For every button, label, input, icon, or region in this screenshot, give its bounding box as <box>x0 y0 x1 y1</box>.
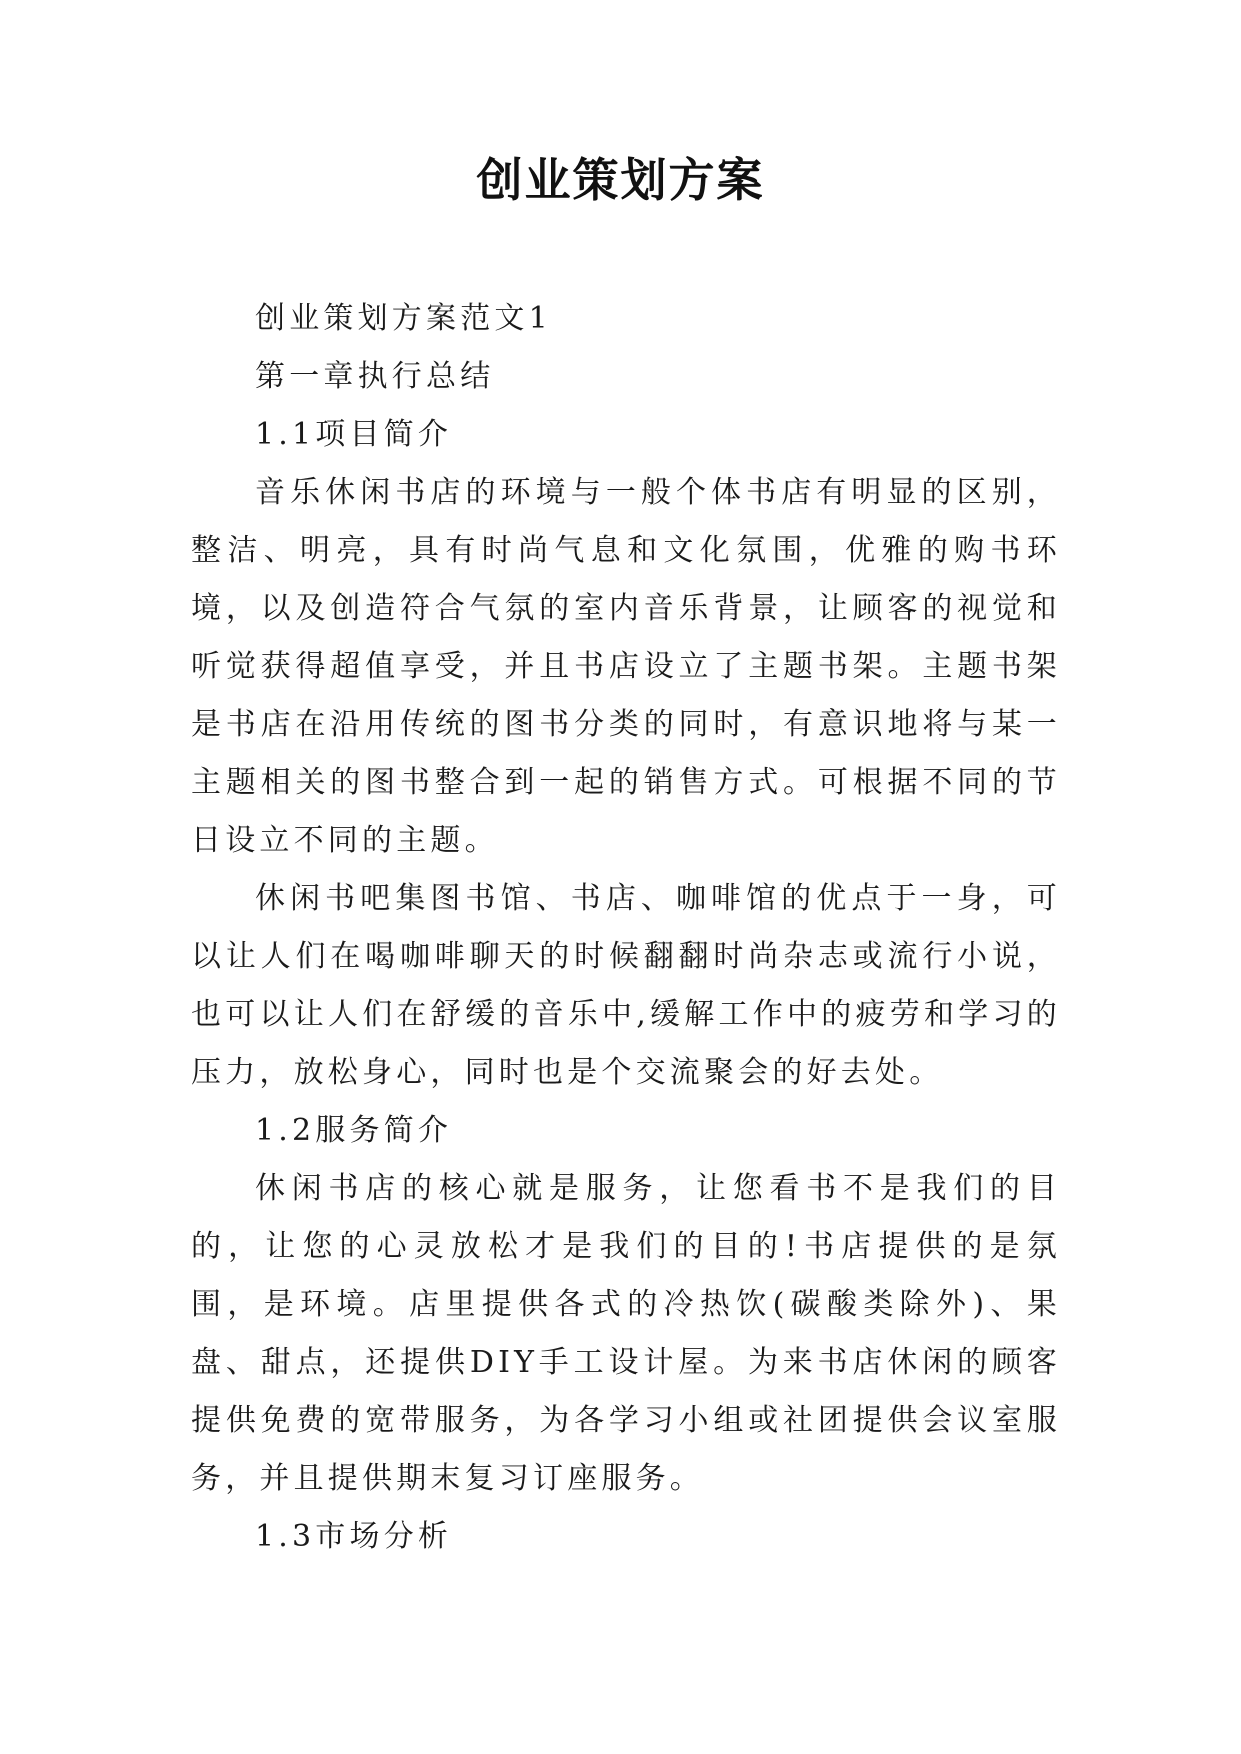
subsection-heading-1-1: 1.1项目简介 <box>255 417 453 452</box>
paragraph-bookstore-environment: 音乐休闲书店的环境与一般个体书店有明显的区别，整洁、明亮，具有时尚气息和文化氛围，优雅的购书环境，以及创造符合气氛的室内音乐背景，让顾客的视觉和听觉获得超值享受，并且书店设立了主题书架。主题书架是书店在沿用传统的图书分类的同时，有意识地将与某一主题相关的图书整合到一起的销售方式。可根据不同的节日设立不同的主题。 <box>191 475 1061 858</box>
subsection-heading-1-2: 1.2服务简介 <box>255 1113 453 1148</box>
document-body <box>191 290 1061 1566</box>
document-title: 创业策划方案 <box>476 153 765 207</box>
paragraph-service: 休闲书店的核心就是服务，让您看书不是我们的目的，让您的心灵放松才是我们的目的!书店提供的是氛围，是环境。店里提供各式的冷热饮(碳酸类除外)、果盘、甜点，还提供DIY手工设计屋。为来书店休闲的顾客提供免费的宽带服务，为各学习小组或社团提供会议室服务，并且提供期末复习订座服务。 <box>191 1171 1061 1496</box>
section-heading-fanwen: 创业策划方案范文1 <box>255 301 552 336</box>
paragraph-leisure-book-bar: 休闲书吧集图书馆、书店、咖啡馆的优点于一身，可以让人们在喝咖啡聊天的时候翻翻时尚杂志或流行小说，也可以让人们在舒缓的音乐中,缓解工作中的疲劳和学习的压力，放松身心，同时也是个交流聚会的好去处。 <box>191 881 1061 1090</box>
subsection-heading-1-3: 1.3市场分析 <box>255 1519 453 1554</box>
chapter-heading: 第一章执行总结 <box>255 359 495 394</box>
